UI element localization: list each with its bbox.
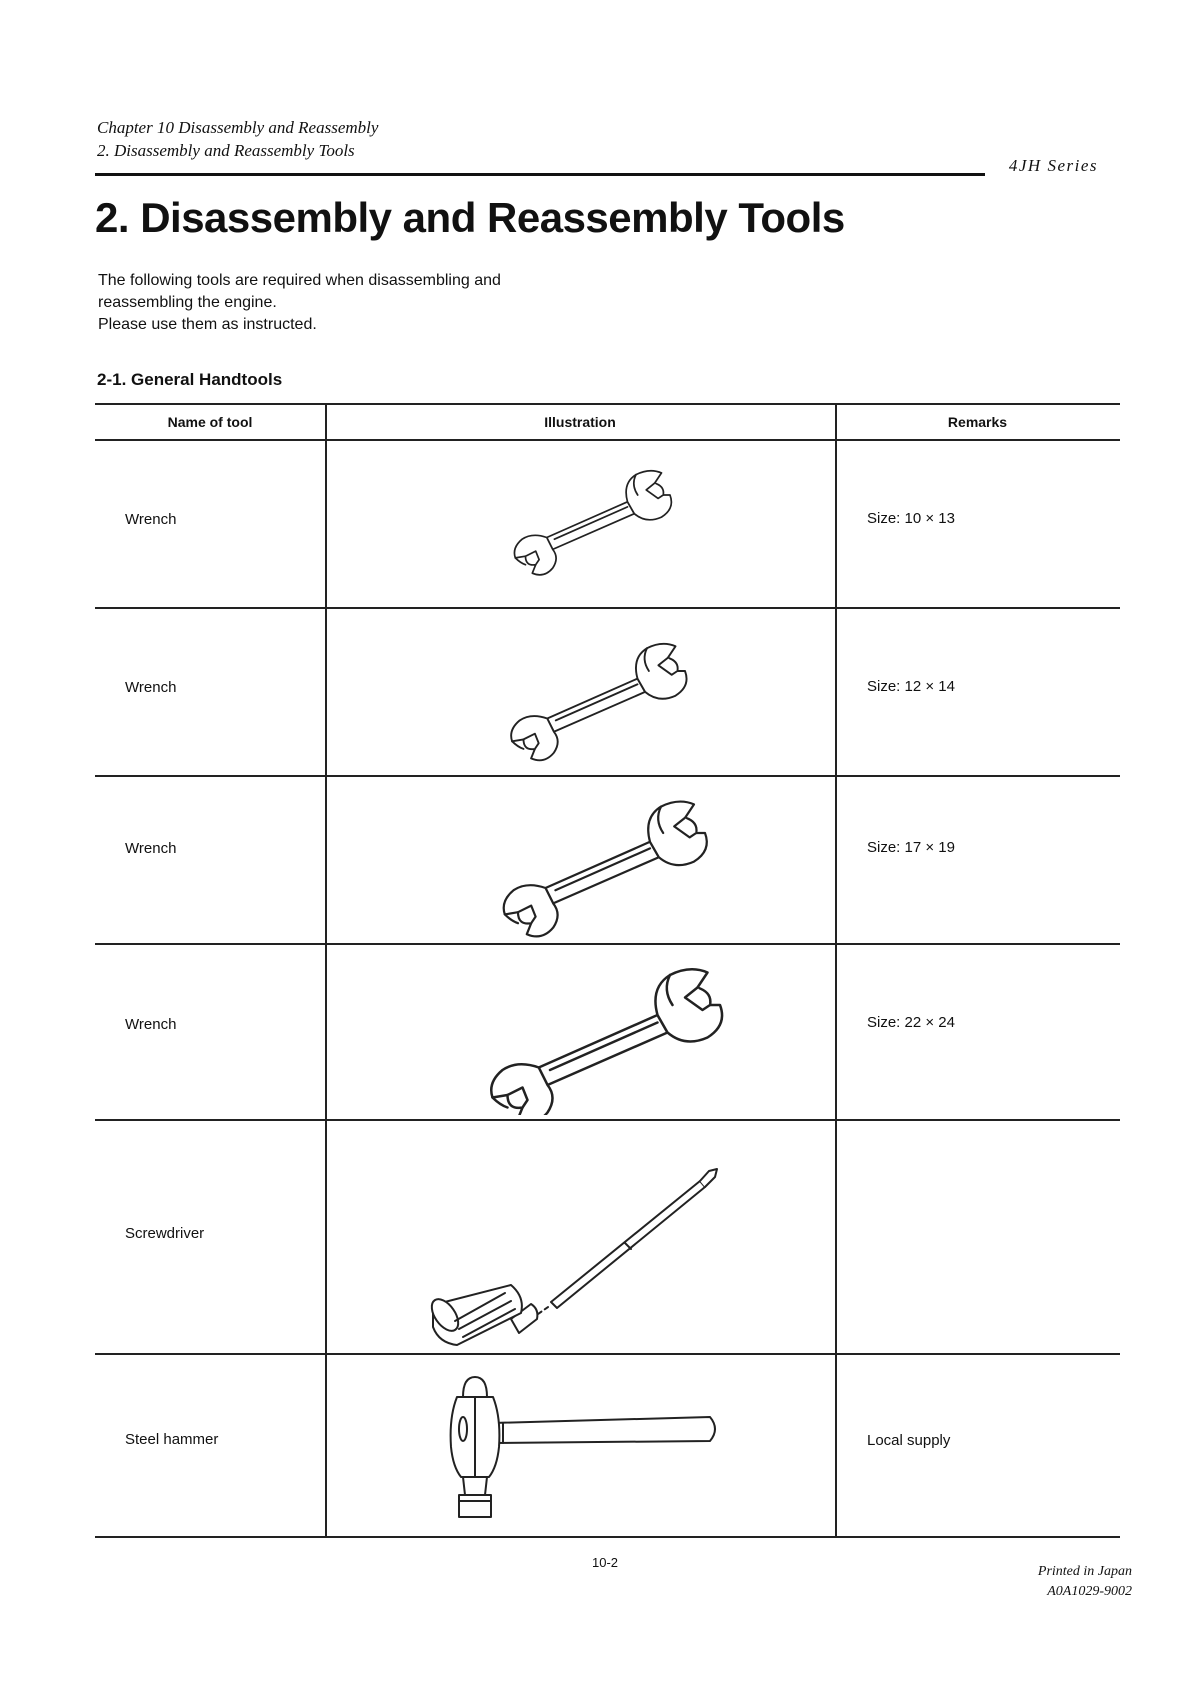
tool-name-cell: Steel hammer — [125, 1431, 219, 1448]
intro-line: Please use them as instructed. — [98, 316, 317, 333]
handtools-table — [95, 403, 1120, 1538]
header-rule — [95, 173, 985, 176]
table-rule — [95, 1353, 1120, 1355]
wrench-icon — [325, 947, 835, 1115]
tool-name-cell: Wrench — [125, 679, 177, 696]
table-rule — [95, 775, 1120, 777]
subsection-title: 2-1. General Handtools — [97, 370, 283, 389]
screwdriver-icon — [325, 1123, 835, 1349]
remarks-cell: Size: 10 × 13 — [867, 510, 955, 527]
running-header-series: 4JH Series — [1008, 156, 1098, 175]
page-number: 10-2 — [592, 1555, 619, 1570]
column-header-remarks: Remarks — [947, 414, 1008, 430]
remarks-cell: Size: 12 × 14 — [867, 678, 955, 695]
intro-line: reassembling the engine. — [98, 294, 277, 311]
table-rule — [95, 1119, 1120, 1121]
remarks-cell: Local supply — [867, 1432, 951, 1449]
remarks-cell: Size: 22 × 24 — [867, 1014, 955, 1031]
tool-name-cell: Wrench — [125, 840, 177, 857]
wrench-icon — [325, 779, 835, 939]
tool-name-cell: Wrench — [125, 511, 177, 528]
tool-name-cell: Wrench — [125, 1016, 177, 1033]
table-rule — [95, 403, 1120, 405]
hammer-icon — [325, 1357, 835, 1533]
table-rule — [95, 439, 1120, 441]
print-info — [1038, 1562, 1132, 1602]
intro-line: The following tools are required when disassembling and — [98, 272, 501, 289]
document-code: A0A1029-9002 — [1047, 1584, 1132, 1599]
intro-paragraph — [98, 270, 501, 336]
wrench-icon — [325, 443, 835, 603]
wrench-icon — [325, 611, 835, 771]
table-rule — [95, 943, 1120, 945]
page-title: 2. Disassembly and Reassembly Tools — [95, 194, 845, 241]
table-rule — [95, 607, 1120, 609]
remarks-cell: Size: 17 × 19 — [867, 839, 955, 856]
column-header-illustration: Illustration — [544, 414, 616, 430]
column-header-name: Name of tool — [167, 414, 253, 430]
tool-name-cell: Screwdriver — [125, 1225, 205, 1242]
printed-in-label: Printed in Japan — [1037, 1564, 1132, 1579]
running-header-chapter: Chapter 10 Disassembly and Reassembly — [97, 118, 379, 137]
running-header-section: 2. Disassembly and Reassembly Tools — [97, 141, 355, 160]
table-rule — [95, 1536, 1120, 1538]
table-column-divider — [835, 403, 837, 1538]
